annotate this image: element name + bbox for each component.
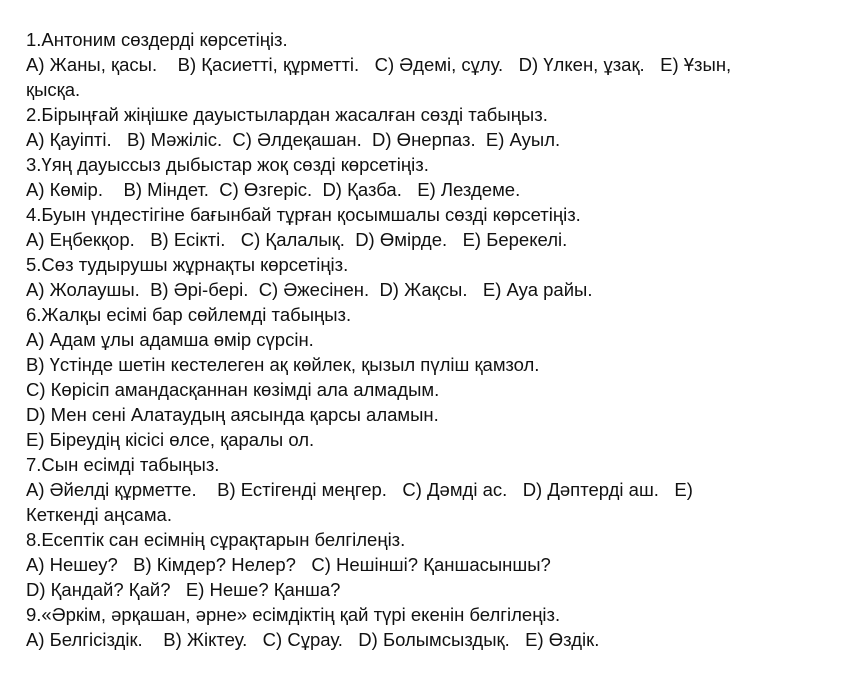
answer-options-line: А) Нешеу? В) Кімдер? Нелер? С) Нешінші? Қаншасыншы? — [26, 554, 551, 575]
question-8 — [26, 527, 860, 602]
answer-option: Е) Біреудің кісісі өлсе, қаралы ол. — [26, 429, 315, 450]
answer-options-line: А) Жолаушы. В) Әрі-бері. С) Әжесінен. D) Жақсы. Е) Ауа райы. — [26, 279, 593, 300]
question-5 — [26, 252, 860, 302]
question-prompt: 2.Бірыңғай жіңішке дауыстылардан жасалған сөзді табыңыз. — [26, 104, 548, 125]
answer-options-line: А) Әйелді құрметте. В) Естігенді меңгер. С) Дәмді ас. D) Дәптерді аш. Е) — [26, 479, 693, 500]
question-9 — [26, 602, 860, 652]
quiz-document — [26, 27, 860, 652]
question-6 — [26, 302, 860, 452]
question-prompt: 1.Антоним сөздерді көрсетіңіз. — [26, 29, 288, 50]
answer-option: В) Үстінде шетін кестелеген ақ көйлек, қызыл пүліш қамзол. — [26, 354, 540, 375]
answer-option: D) Мен сені Алатаудың аясында қарсы аламын. — [26, 404, 439, 425]
question-prompt: 6.Жалқы есімі бар сөйлемді табыңыз. — [26, 304, 352, 325]
question-4 — [26, 202, 860, 252]
question-prompt: 9.«Әркім, әрқашан, әрне» есімдіктің қай түрі екенін белгілеңіз. — [26, 604, 561, 625]
answer-options-line: Кеткенді аңсама. — [26, 504, 172, 525]
answer-option: А) Адам ұлы адамша өмір сүрсін. — [26, 329, 314, 350]
question-prompt: 8.Есептік сан есімнің сұрақтарын белгілеңіз. — [26, 529, 406, 550]
question-prompt: 7.Сын есімді табыңыз. — [26, 454, 220, 475]
question-1 — [26, 27, 860, 102]
question-7 — [26, 452, 860, 527]
question-prompt: 4.Буын үндестігіне бағынбай тұрған қосымшалы сөзді көрсетіңіз. — [26, 204, 581, 225]
question-2 — [26, 102, 860, 152]
answer-options-line: А) Еңбекқор. В) Есікті. С) Қалалық. D) Өмірде. Е) Берекелі. — [26, 229, 568, 250]
answer-options-line: А) Жаны, қасы. В) Қасиетті, құрметті. С) Әдемі, сұлу. D) Үлкен, ұзақ. Е) Ұзын, — [26, 54, 732, 75]
answer-option: С) Көрісіп амандасқаннан көзімді ала алмадым. — [26, 379, 440, 400]
answer-options-line: қысқа. — [26, 79, 81, 100]
question-prompt: 3.Үяң дауыссыз дыбыстар жоқ сөзді көрсетіңіз. — [26, 154, 429, 175]
answer-options-line: А) Белгісіздік. В) Жіктеу. С) Сұрау. D) Болымсыздық. Е) Өздік. — [26, 629, 600, 650]
answer-options-line: А) Көмір. В) Міндет. С) Өзгеріс. D) Қазба. Е) Лездеме. — [26, 179, 521, 200]
question-prompt: 5.Сөз тудырушы жұрнақты көрсетіңіз. — [26, 254, 349, 275]
answer-options-line: D) Қандай? Қай? Е) Неше? Қанша? — [26, 579, 341, 600]
answer-options-line: А) Қауіпті. В) Мәжіліс. С) Әлдеқашан. D) Өнерпаз. Е) Ауыл. — [26, 129, 561, 150]
question-3 — [26, 152, 860, 202]
